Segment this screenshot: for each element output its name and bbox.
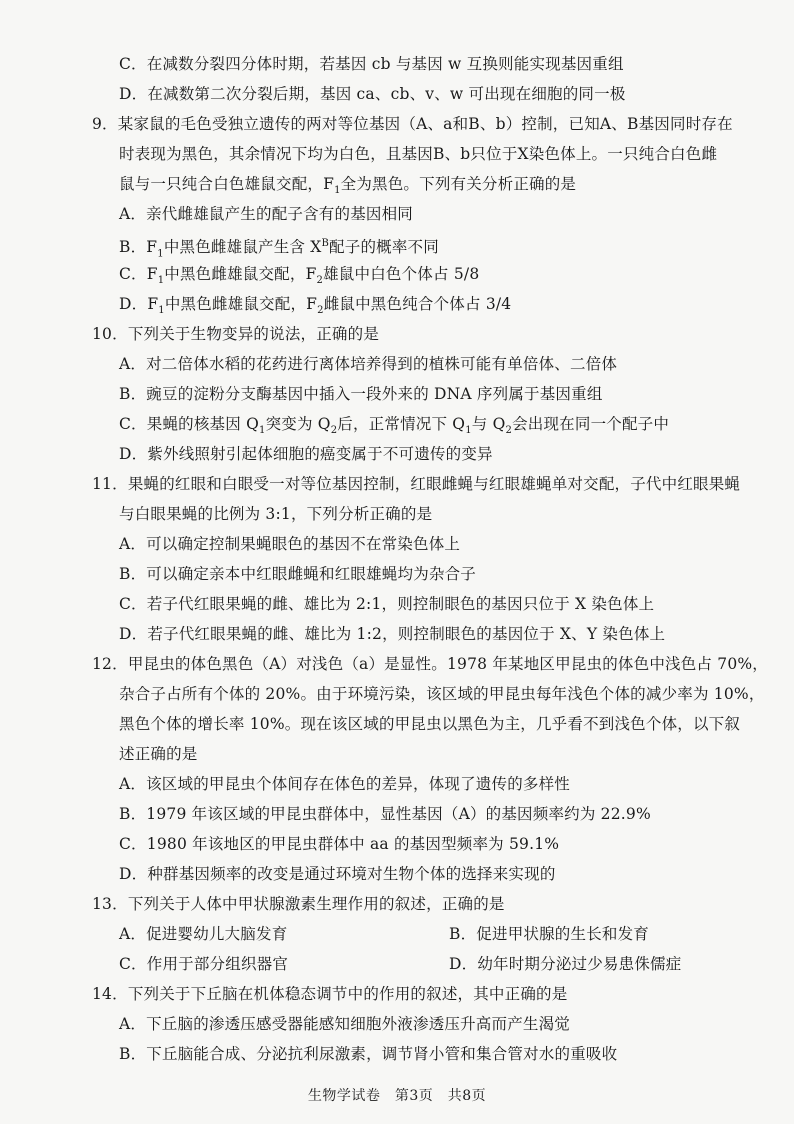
q9-option-b: B．$F_1$中黑色雌雄鼠产生含 $X^B$配子的概率不同 bbox=[119, 238, 439, 260]
q12-option-c: C．1980 年该地区的甲昆虫群体中 aa 的基因型频率为 59.1% bbox=[119, 835, 560, 853]
q11-option-a: A．可以确定控制果蝇眼色的基因不在常染色体上 bbox=[119, 535, 461, 553]
q13-option-d: D．幼年时期分泌过少易患侏儒症 bbox=[449, 955, 682, 973]
q14-stem: 14．下列关于下丘脑在机体稳态调节中的作用的叙述，其中正确的是 bbox=[92, 985, 568, 1003]
q10-option-a: A．对二倍体水稻的花药进行离体培养得到的植株可能有单倍体、二倍体 bbox=[119, 355, 618, 373]
page-footer: 生物学试卷 第3页 共8页 bbox=[307, 1088, 487, 1104]
q13-stem: 13．下列关于人体中甲状腺激素生理作用的叙述，正确的是 bbox=[92, 895, 505, 913]
q12-stem-line4: 述正确的是 bbox=[119, 745, 198, 763]
q9-stem-line1: 9．某家鼠的毛色受独立遗传的两对等位基因（A、a和B、b）控制，已知A、B基因同时存在 bbox=[92, 115, 733, 133]
q10-option-b: B．豌豆的淀粉分支酶基因中插入一段外来的 DNA 序列属于基因重组 bbox=[119, 385, 603, 403]
q11-stem-line1: 11．果蝇的红眼和白眼受一对等位基因控制，红眼雌蝇与红眼雄蝇单对交配，子代中红眼果蝇 bbox=[92, 475, 741, 493]
q12-stem-line3: 黑色个体的增长率 10%。现在该区域的甲昆虫以黑色为主，几乎看不到浅色个体，以下叙 bbox=[119, 715, 741, 733]
q10-stem: 10．下列关于生物变异的说法，正确的是 bbox=[92, 325, 380, 343]
q11-option-d: D．若子代红眼果蝇的雌、雄比为 1:2，则控制眼色的基因位于 X、Y 染色体上 bbox=[119, 625, 666, 643]
q12-option-a: A．该区域的甲昆虫个体间存在体色的差异，体现了遗传的多样性 bbox=[119, 775, 570, 793]
q13-option-a: A．促进婴幼儿大脑发育 bbox=[119, 925, 288, 943]
q11-option-c: C．若子代红眼果蝇的雌、雄比为 2:1，则控制眼色的基因只位于 X 染色体上 bbox=[119, 595, 655, 613]
q12-stem-line2: 杂合子占所有个体的 20%。由于环境污染，该区域的甲昆虫每年浅色个体的减少率为 10%， bbox=[119, 685, 765, 703]
q9-option-d: D．$F_1$中黑色雌雄鼠交配，$F_2$雌鼠中黑色纯合个体占 3/4 bbox=[119, 295, 512, 317]
q10-option-d: D．紫外线照射引起体细胞的癌变属于不可遗传的变异 bbox=[119, 445, 493, 463]
q13-option-c: C．作用于部分组织器官 bbox=[119, 955, 289, 973]
q14-option-a: A．下丘脑的渗透压感受器能感知细胞外液渗透压升高而产生渴觉 bbox=[119, 1015, 570, 1033]
q10-option-c: C．果蝇的核基因 $Q_1$突变为 $Q_2$后，正常情况下 $Q_1$与 $Q_2$会出现在同一个配子中 bbox=[119, 415, 670, 437]
q9-stem-line2: 时表现为黑色，其余情况下均为白色，且基因B、b只位于X染色体上。一只纯合白色雌 bbox=[119, 145, 718, 163]
q8-option-c: C．在减数分裂四分体时期，若基因 cb 与基因 w 互换则能实现基因重组 bbox=[119, 55, 624, 73]
q11-option-b: B．可以确定亲本中红眼雌蝇和红眼雄蝇均为杂合子 bbox=[119, 565, 476, 583]
q9-option-c: C．$F_1$中黑色雌雄鼠交配，$F_2$雄鼠中白色个体占 5/8 bbox=[119, 265, 480, 287]
q14-option-b: B．下丘脑能合成、分泌抗利尿激素，调节肾小管和集合管对水的重吸收 bbox=[119, 1045, 618, 1063]
q11-stem-line2: 与白眼果蝇的比例为 3:1，下列分析正确的是 bbox=[119, 505, 433, 523]
q13-option-b: B．促进甲状腺的生长和发育 bbox=[449, 925, 649, 943]
q8-option-d: D．在减数第二次分裂后期，基因 ca、cb、v、w 可出现在细胞的同一极 bbox=[119, 85, 626, 103]
q12-option-d: D．种群基因频率的改变是通过环境对生物个体的选择来实现的 bbox=[119, 865, 556, 883]
q9-option-a: A．亲代雌雄鼠产生的配子含有的基因相同 bbox=[119, 205, 413, 223]
q9-stem-line3: 鼠与一只纯合白色雄鼠交配，$F_1$全为黑色。下列有关分析正确的是 bbox=[119, 175, 577, 197]
q12-stem-line1: 12．甲昆虫的体色黑色（A）对浅色（a）是显性。1978 年某地区甲昆虫的体色中浅色占 70%， bbox=[92, 655, 769, 673]
q12-option-b: B．1979 年该区域的甲昆虫群体中，显性基因（A）的基因频率约为 22.9% bbox=[119, 805, 651, 823]
